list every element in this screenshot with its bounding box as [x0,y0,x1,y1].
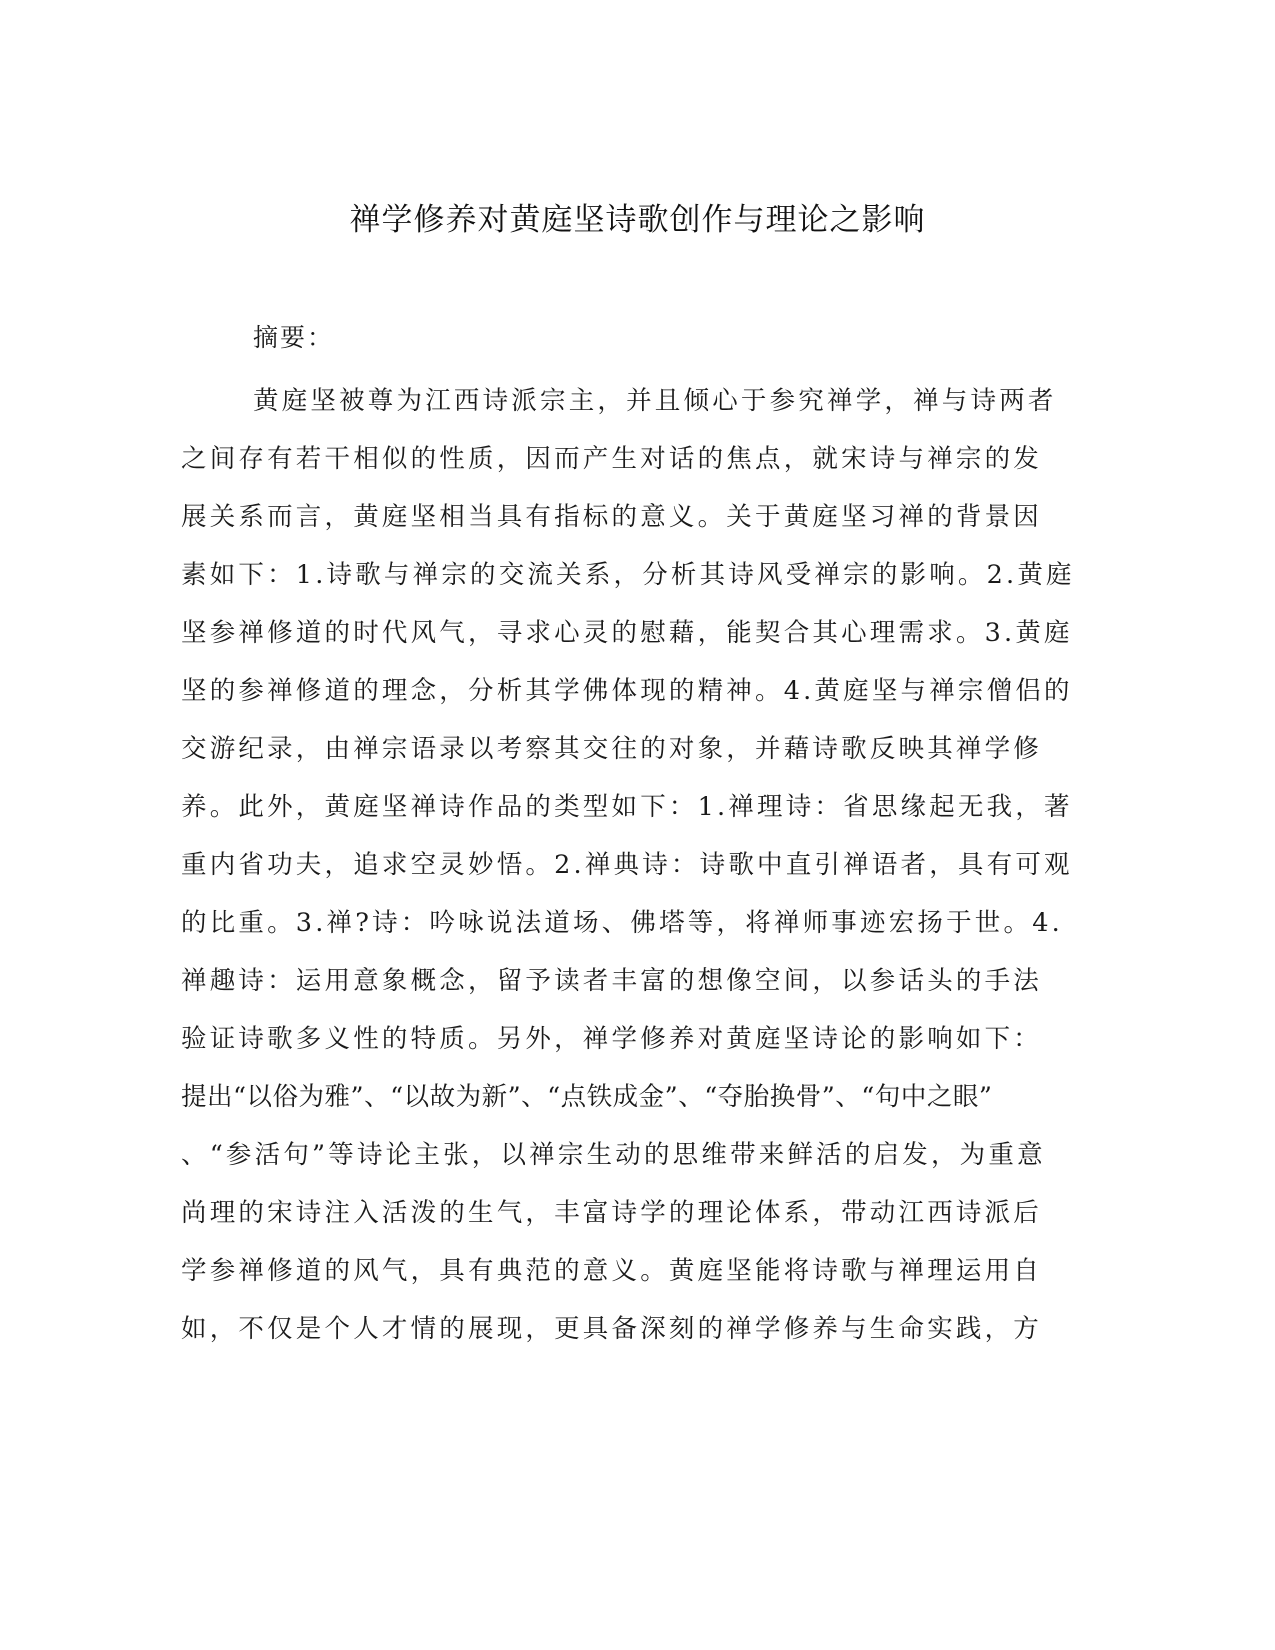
abstract-line: 禅趣诗：运用意象概念，留予读者丰富的想像空间，以参话头的手法 [181,966,1043,996]
abstract-line: 之间存有若干相似的性质，因而产生对话的焦点，就宋诗与禅宗的发 [181,444,1043,474]
abstract-body [181,372,1075,1358]
abstract-line: 尚理的宋诗注入活泼的生气，丰富诗学的理论体系，带动江西诗派后 [181,1198,1043,1228]
abstract-line: 如，不仅是个人才情的展现，更具备深刻的禅学修养与生命实践，方 [181,1314,1043,1344]
abstract-line: 素如下：1.诗歌与禅宗的交流关系，分析其诗风受禅宗的影响。2.黄庭 [181,560,1075,590]
abstract-line: 养。此外，黄庭坚禅诗作品的类型如下：1.禅理诗：省思缘起无我，著 [181,792,1073,822]
abstract-line: 重内省功夫，追求空灵妙悟。2.禅典诗：诗歌中直引禅语者，具有可观 [181,850,1073,880]
abstract-line: 学参禅修道的风气，具有典范的意义。黄庭坚能将诗歌与禅理运用自 [181,1256,1043,1286]
abstract-line: 验证诗歌多义性的特质。另外，禅学修养对黄庭坚诗论的影响如下： [181,1024,1043,1054]
abstract-line: 坚的参禅修道的理念，分析其学佛体现的精神。4.黄庭坚与禅宗僧侣的 [181,676,1073,706]
abstract-line: 展关系而言，黄庭坚相当具有指标的意义。关于黄庭坚习禅的背景因 [181,502,1043,532]
abstract-label: 摘要： [253,323,335,352]
document-title: 禅学修养对黄庭坚诗歌创作与理论之影响 [349,202,926,238]
abstract-line: 、“参活句”等诗论主张，以禅宗生动的思维带来鲜活的启发，为重意 [181,1140,1046,1170]
abstract-line: 坚参禅修道的时代风气，寻求心灵的慰藉，能契合其心理需求。3.黄庭 [181,618,1073,648]
abstract-line: 黄庭坚被尊为江西诗派宗主，并且倾心于参究禅学，禅与诗两者 [253,386,1057,416]
abstract-line: 的比重。3.禅?诗：吟咏说法道场、佛塔等，将禅师事迹宏扬于世。4. [181,908,1063,938]
abstract-line: 交游纪录，由禅宗语录以考察其交往的对象，并藉诗歌反映其禅学修 [181,734,1043,764]
abstract-line: 提出“以俗为雅”、“以故为新”、“点铁成金”、“夺胎换骨”、“句中之眼” [181,1082,993,1112]
